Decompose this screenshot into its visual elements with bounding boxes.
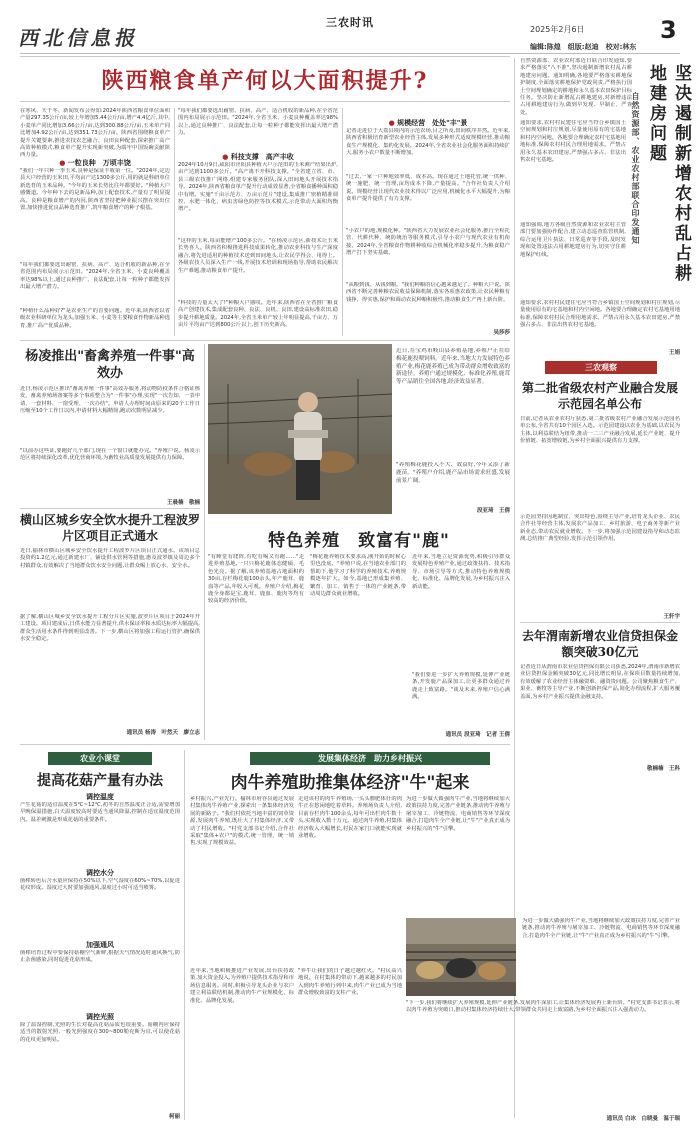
hengshan-title: 横山区城乡安全饮水提升工程波罗片区项目正式通水 bbox=[20, 513, 201, 543]
cattle-author: 通讯员 白冰 白晓曼 温于瑞 bbox=[606, 1116, 680, 1122]
cattle-body-6: "下一步,我们将继续扩大养殖规模,延伸产业链条,发展肉牛深加工,让集体经济发展再上新台阶。"村党支部书记表示,将以肉牛养殖为突破口,推动村集体经济持续壮大,带领群众共同走上致富路,为乡村全面振兴注入强劲动力。 bbox=[406, 1000, 680, 1014]
cattle-body-4: "养牛让我们的日子越过越红火。"村民高兴地说。在村集体的带动下,越来越多的村民加入到肉牛养殖行列中来,肉牛产业已成为当地群众增收致富的支柱产业。 bbox=[298, 968, 402, 997]
lead-col1-b: "我们一年只种一季玉米,良种是保证丰收第一位。"2024年,定边县大户经营的玉米田,平均亩产达1300多公斤,用的就是科研单位新选育的玉米品种。"今年的玉米长势比往年都要好。"种植大户感慨道。今年种下去的是新品种,加上配套技术,产量有了明显提高。良种是粮食增产的内因,陕西省坚持把种业振兴摆在突出位置,加快推进优良品种选育推广,筑牢粮食增产的种子根基。 bbox=[20, 168, 170, 212]
mushroom-author: 柯丽 bbox=[168, 1114, 180, 1120]
issue-date: 2025年2月6日 bbox=[530, 25, 585, 34]
right-top-author: 王娟 bbox=[668, 350, 680, 356]
right-top-body-a: 自然资源部、农业农村部近日联合印发通知,要求严格落实"八不准",坚决遏制新增农村乱占耕地建房问题。通知明确,各地要严格落实耕地保护制度,全面落实耕地保护党政同责,严格执行国土空间规划确定的耕地和永久基本农田保护目标任务。坚决防止新增乱占耕地建房,对新增违法占用耕地建房行为,做到早发现、早制止、严查处。 bbox=[520, 58, 632, 116]
yangling-body-a: 近日,杨凌示范区推出"畜禽养殖一件事"高效办服务,将动物防疫条件合格证核发、畜禽养殖场备案等多个事项整合为"一件事"办理,实现"一次告知、一表申请、一套材料、一窗受理、一次办结"。申请人办理时间由原来的20个工作日压缩至10个工作日以内,申请材料大幅精简,跑动次数明显减少。 bbox=[20, 386, 200, 415]
right-top-body-d: 通知要求,农村村民建住宅应当符合乡镇国土空间规划和村庄规划,尽量使用原有的宅基地和村内空闲地。各地要合理确定农村宅基地用地标准,保障农村村民合理用地需求。严禁占用永久基本农田建房,严禁强占多占、非法出售农村宅基地。 bbox=[520, 300, 680, 329]
right-mid-title: 第二批省级农村产业融合发展示范园名单公布 bbox=[521, 381, 678, 411]
cattle-photo bbox=[406, 918, 516, 996]
deer-caption-2: "养殖梅花鹿投入不大、效益好,今年又添了新鹿苗。"养殖户介绍,鹿产品市场需求旺盛,发展前景广阔。 bbox=[396, 462, 510, 484]
mushroom-title: 提高花菇产量有办法 bbox=[37, 773, 163, 789]
lead-divider-2 bbox=[342, 108, 343, 336]
lead-col3-a: 记者走进位于大荔县境内的示范农场,目之所及,田间秩序井然。近年来,陕西省积极培育新型农业经营主体,发展多种形式适度规模经营,推动粮食生产规模化、集约化发展。2024年,全省农业社会化服务面积持续扩大,服务小农户数量不断增加。 bbox=[346, 128, 510, 157]
mushroom-sub-3: 加强通风 bbox=[86, 941, 114, 949]
lead-col3-c: "小农户的地,规模化种。"陕西省大力发展农业社会化服务,推行全程托管、代耕代种、统防统治等服务模式,引导小农户与现代农业有机衔接。2024年,全省粮食作物耕种收综合机械化率稳步提升,为粮食稳产增产打下坚实基础。 bbox=[346, 228, 510, 257]
hengshan-author: 通讯员 杨涛 叶然天 廖立志 bbox=[126, 730, 200, 736]
deer-body-a: "有睡觉有爬阵,有吃有喝又有跑……"走进养殖基地,一只只梅花鹿体态健硕、毛色光亮。据了解,该养殖基地占地面积约30亩,存栏梅花鹿100余头,年产鹿茸、鹿血等产品,年收入可观。养殖户介绍,梅花鹿全身都是宝,鹿茸、鹿血、鹿肉等均有较高的经济价值。 bbox=[208, 554, 304, 605]
page-number: 3 bbox=[660, 16, 677, 44]
right-mid-divider bbox=[520, 622, 680, 623]
lead-col2-d: "科技的力量太大了!"种粮大户感叹。近年来,陕西省在全省推广粮食高产创建技术,集成配套良种、良法、良机、良田,建设高标准农田,稳步提升耕地质量。2024年,全省玉米单产较上年明显提高,千亩方、万亩片平均亩产达到800公斤以上,创下历史新高。 bbox=[178, 300, 338, 329]
collective-economy-banner: 发展集体经济 助力乡村振兴 bbox=[250, 752, 490, 765]
sannong-observe-banner: 三农观察 bbox=[545, 361, 657, 374]
mushroom-sub-4: 调控光照 bbox=[86, 1013, 114, 1021]
right-top-body-b: 通知要求,农村村民建住宅应当符合乡镇国土空间规划和村庄规划,尽量使用原有的宅基地和村内空闲地。各地要合理确定农村宅基地用地标准,保障农村村民合理用地需求。严禁占用永久基本农田建房,严禁强占多占、非法出售农村宅基地。 bbox=[520, 120, 626, 164]
lead-subhead-2: ● 科技支撑 高产丰收 bbox=[222, 153, 294, 161]
middle-divider bbox=[20, 340, 510, 341]
right-mid-title-2: 去年渭南新增农业信贷担保金额突破30亿元 bbox=[521, 629, 678, 659]
deer-caption: 近日,在宝鸡市岐山县养殖基地,养殖户正在给梅花鹿投喂饲料。近年来,当地大力发展特色养殖产业,梅花鹿养殖已成为带动群众增收致富的新途径。养殖户通过规模化、标准化养殖,鹿茸等产品销往全国各地,经济效益显著。 bbox=[396, 348, 510, 386]
cattle-body-6a: 为进一步做大做强肉牛产业,当地将继续加大政策扶持力度,完善产业链条,推动肉牛养殖与屠宰加工、冷链物流、电商销售等环节深度融合,打造肉牛全产业链,让"牛"产业真正成为乡村振兴的"牛"引擎。 bbox=[522, 918, 680, 939]
hengshan-body-a: 近日,榆林市横山区城乡安全饮水提升工程波罗片区项目正式通水。该项目总投资约1.2亿元,通过新建水厂、铺设供水管网等措施,惠及波罗镇及周边多个村镇群众,有效解决了当地群众饮水安全问题,让群众喝上放心水、安全水。 bbox=[20, 548, 200, 569]
lead-divider-1 bbox=[174, 108, 175, 336]
deer-photo bbox=[208, 344, 392, 514]
bottom-divider bbox=[20, 744, 510, 745]
yangling-body-b: "以前办这些证,要跑好几个部门,现在一个窗口就能办完。"养殖户说。杨凌示范区将持续深化改革,优化营商环境,为畜牧业高质量发展提供有力保障。 bbox=[20, 448, 200, 462]
deer-body-c: 近年来,当地立足资源优势,积极引导群众发展特色养殖产业,通过政策扶持、技术指导、市场引导等方式,推动特色养殖规模化、标准化、品牌化发展,为乡村振兴注入新动能。 bbox=[412, 554, 510, 590]
deer-title: 特色养殖 致富有"鹿" bbox=[268, 531, 450, 551]
cattle-body-3: 走进该村的肉牛养殖场,一头头膘肥体壮的肉牛正在悠闲地吃着草料。养殖场负责人介绍,目前存栏肉牛100余头,每年可出栏肉牛数十头,实现收入数十万元。通过肉牛养殖,村集体经济收入大幅增长,村民在家门口就能实现就业增收。 bbox=[298, 796, 402, 840]
right-mid-body-c: 记者近日从渭南市农业信贷担保有限公司获悉,2024年,渭南市新增农业信贷担保金额突破30亿元,同比增长明显,在保项目数量持续增加,有效缓解了农业经营主体融资难、融资贵问题。公司聚焦粮食生产、果业、畜牧等主导产业,不断创新担保产品,简化办理流程,扩大服务覆盖面,为乡村产业振兴提供金融支持。 bbox=[520, 664, 680, 700]
farm-class-banner: 农业小课堂 bbox=[48, 752, 152, 765]
mushroom-body-3: 菌棒培育过程中要保持菇棚空气新鲜,根据天气情况适时通风换气,防止杂菌感染,同时促进花菇形成。 bbox=[20, 950, 180, 964]
lead-col3-d: "从粮到钱、从钱到粮。"我们种粮的信心越来越足了。种粮大户说。陕西省不断完善种粮农民收益保障机制,落实各项惠农政策,让农民种粮有钱挣、得实惠,保护和调动农民种粮积极性,推动粮食生产再上新台阶。 bbox=[346, 282, 510, 303]
lead-intro: 在寒风、天干冬、新闻发布会得知:2024年陕西省粮食单位面积产量297.35公斤/亩,较上年增加5.44公斤/亩,增产4.4亿斤,其中,小麦单产同比增加3.66公斤/亩,达到300.88公斤/亩,玉米单产同比增加4.92公斤/亩,达到351.73公斤/亩。陕西省围绕粮食单产提升关键要素,推进农技农艺融合、良田良种配套,探索推广高产高效种植模式,粮食单产提升实现新突破,为端牢中国饭碗贡献陕西力量。 bbox=[20, 108, 170, 158]
lead-col2-a: "每年我们都要选出耐密、抗病、高产、适合机收的新品种,在全省范围内布局展示示范田。"2024年,全省玉米、小麦良种覆盖率达98%以上,通过良种推广、良法配套,让每一粒种子都能发挥出最大增产潜力。 bbox=[178, 108, 338, 137]
cattle-body-5: 为进一步做大做强肉牛产业,当地将继续加大政策扶持力度,完善产业链条,推动肉牛养殖与屠宰加工、冷链物流、电商销售等环节深度融合,打造肉牛全产业链,让"牛"产业真正成为乡村振兴的"牛"引擎。 bbox=[406, 796, 510, 832]
right-top-body-c: 通知强调,地方各级自然资源和农业农村主管部门要加强协作配合,建立动态巡查监管机制,综合运用卫片执法、日常巡查等手段,及时发现和处置违法占用耕地建房行为,切实守住耕地保护红线。 bbox=[520, 222, 626, 258]
mushroom-sub-2: 调控水分 bbox=[86, 869, 114, 877]
lead-col3-b: "过去,一家一户种地效率低、成本高。现在通过土地托管,统一供种、统一施肥、统一管理,亩均成本下降,产量提高。"合作社负责人介绍说。规模经营让现代农业技术得以广泛应用,机械化水平大幅提升,为粮食单产提升提供了有力支撑。 bbox=[346, 174, 510, 203]
masthead-rule bbox=[20, 53, 680, 54]
mushroom-body-2: 菌棒转色后含水量应保持在50%以下,空气湿度在60%~70%,以促进花纹形成。湿度过大时要加强通风,湿度过小时可适当喷雾。 bbox=[20, 878, 180, 892]
right-mid-author: 王轩宇 bbox=[663, 614, 680, 620]
deer-divider bbox=[204, 344, 205, 740]
lead-col2-b: 2024年10月9日,咸阳市泾阳县种植大户示范田的玉米测产结果出炉,亩产达到1100多公斤。"高产离不开科技支撑。"全省建立省、市、县三级农技推广网络,组建专家服务团队,深入田间地头开展技术指导。2024年,陕西省粮食单产提升行动成效显著,全省粮食播种面积稳中有增。实施"千亩示范方、万亩示范片"建设,集成推广密植精准调控、水肥一体化、病虫害绿色防控等技术模式,示范带动大面积均衡增产。 bbox=[178, 162, 338, 213]
cattle-photo-illustration bbox=[406, 918, 516, 996]
cattle-body-2: 近年来,当地积极推进产业发展,出台扶持政策,加大资金投入,为养殖户提供技术指导和市场信息服务。同时,积极引导龙头企业与农户建立利益联结机制,推动肉牛产业规模化、标准化、品牌化发展。 bbox=[190, 968, 294, 1004]
hengshan-body-b: 据了解,横山区城乡安全饮水提升工程分片区实施,波罗片区项目于2024年开工建设。项目建成后,日供水能力显著提升,供水保证率和水质达标率大幅提高,群众生活用水条件得到明显改善。下一步,横山区将加强工程运行管护,确保供水安全稳定。 bbox=[20, 614, 200, 643]
right-mid-body-a: 日前,记者从农业农村厅获悉,第二批省级农村产业融合发展示范园名单公布,全省共有10个园区入选。示范园建设以农业为基础,以农民为主体,以利益联结为纽带,推动一二三产业融合发展,延长产业链、提升价值链、拓宽增收链,为乡村全面振兴提供有力支撑。 bbox=[520, 416, 680, 445]
right-mid-body-b: 示范园坚持因地制宜、突出特色,围绕主导产业,培育龙头企业、农民合作社等经营主体,发展农产品加工、乡村旅游、电子商务等新产业新业态,带动农民就业增收。下一步,将加强示范园建设指导和动态监测,总结推广典型经验,发挥示范引领作用。 bbox=[520, 514, 680, 543]
lead-col2-c: "这样的玉米,每亩能增产100多公斤。"在杨凌示范区,新技术让玉米长势喜人。陕西省积极推进科技成果转化,推动农业科技与生产深度融合,将先进适用的种植技术送到田间地头,让农民学得会、用得上。各级农技人员深入生产一线,开展技术培训和现场指导,帮助农民解决生产难题,推动粮食单产提升。 bbox=[178, 238, 338, 274]
cattle-title: 肉牛养殖助推集体经济"牛"起来 bbox=[230, 773, 470, 793]
deer-photo-illustration bbox=[208, 344, 392, 514]
section-name: 三农时讯 bbox=[326, 16, 374, 29]
lead-subhead-1: ● 一粒良种 万顷丰饶 bbox=[59, 159, 131, 167]
deer-author: 通讯员 段亚琦 记者 王倩 bbox=[445, 732, 510, 738]
lead-col1-c: "每年我们都要选出耐密、抗病、高产、适合机收的新品种,在全省范围内布局展示示范田。"2024年,全省玉米、小麦良种覆盖率达98%以上,通过良种推广、良法配套,让每一粒种子都能发挥出最大增产潜力。 bbox=[20, 262, 170, 291]
yangling-title: 杨凌推出"畜禽养殖一件事"高效办 bbox=[25, 349, 195, 381]
lead-title: 陕西粮食单产何以大面积提升? bbox=[101, 68, 429, 94]
lead-author: 吴莎莎 bbox=[493, 330, 510, 336]
mushroom-body-4: 除了温湿控制,光照的生长对提高花菇品质也很重要。菇棚内应保持适当的散射光照,一般光照强度在300~800勒克斯为宜,可以使花菇的花纹更加明显。 bbox=[20, 1022, 180, 1043]
yangling-divider bbox=[20, 508, 200, 509]
lead-subhead-3: ● 规模经营 处处"丰"景 bbox=[388, 119, 468, 127]
mushroom-sub-1: 调控温度 bbox=[86, 793, 114, 801]
deer-body-b: "梅花鹿养殖技术要求高,刚开始的时候心里也没底。"养殖户说,在当地农业部门的帮助下,他学习了科学的养殖技术,养殖规模逐年扩大。如今,基地已形成集养殖、繁育、加工、销售于一体的产业链条,带动周边群众就业增收。 bbox=[310, 554, 406, 598]
yangling-author: 王晨楠 敬楠 bbox=[166, 500, 200, 506]
mushroom-body-1: 产生花菇的适宜温度在5℃~12℃,初冬的自然温度正合适,需要增加早晚保温措施,白天温度较高时要适当通风降温,控制在适宜温度范围内。温差刺激是形成花菇的重要条件。 bbox=[20, 802, 180, 823]
deer-body-d: "我们要进一步扩大养殖规模,延伸产业链条,开发鹿产品深加工,让更多群众通过养鹿走上致富路。"谈及未来,养殖户信心满满。 bbox=[412, 672, 510, 701]
lead-col1-d: "种植什么品种好?"是农业生产的首要问题。近年来,陕西省以省级农业科研单位为龙头,加强玉米、小麦等主要粮食作物新品种选育,推广高产优质品种。 bbox=[20, 308, 170, 329]
editors-line: 编辑:陈煌 组版:赵迪 校对:林东 bbox=[530, 43, 637, 51]
cattle-divider bbox=[184, 750, 185, 1120]
cattle-body-1: 乡村振兴,产业先行。榆林市府谷县通过发展村集体肉牛养殖产业,探索出一条集体经济发展的新路子。"我们村依托当地丰富的饲草资源,发展肉牛养殖,既壮大了村集体经济,又带动了村民增收。"村党支部书记介绍,合作社采取"集体+农户"的模式,统一管理、统一销售,实现了规模效益。 bbox=[190, 796, 294, 847]
right-top-subtitle: 自然资源部、农业农村部联合印发通知 bbox=[631, 92, 640, 245]
right-mid-author-2: 敬楠楠 王科 bbox=[646, 766, 680, 772]
right-top-title: 坚决遏制新增农村乱占耕地建房问题 bbox=[646, 64, 691, 284]
masthead-logo: 西北信息报 bbox=[17, 26, 143, 50]
deer-caption-author: 段亚琦 王倩 bbox=[476, 508, 510, 514]
